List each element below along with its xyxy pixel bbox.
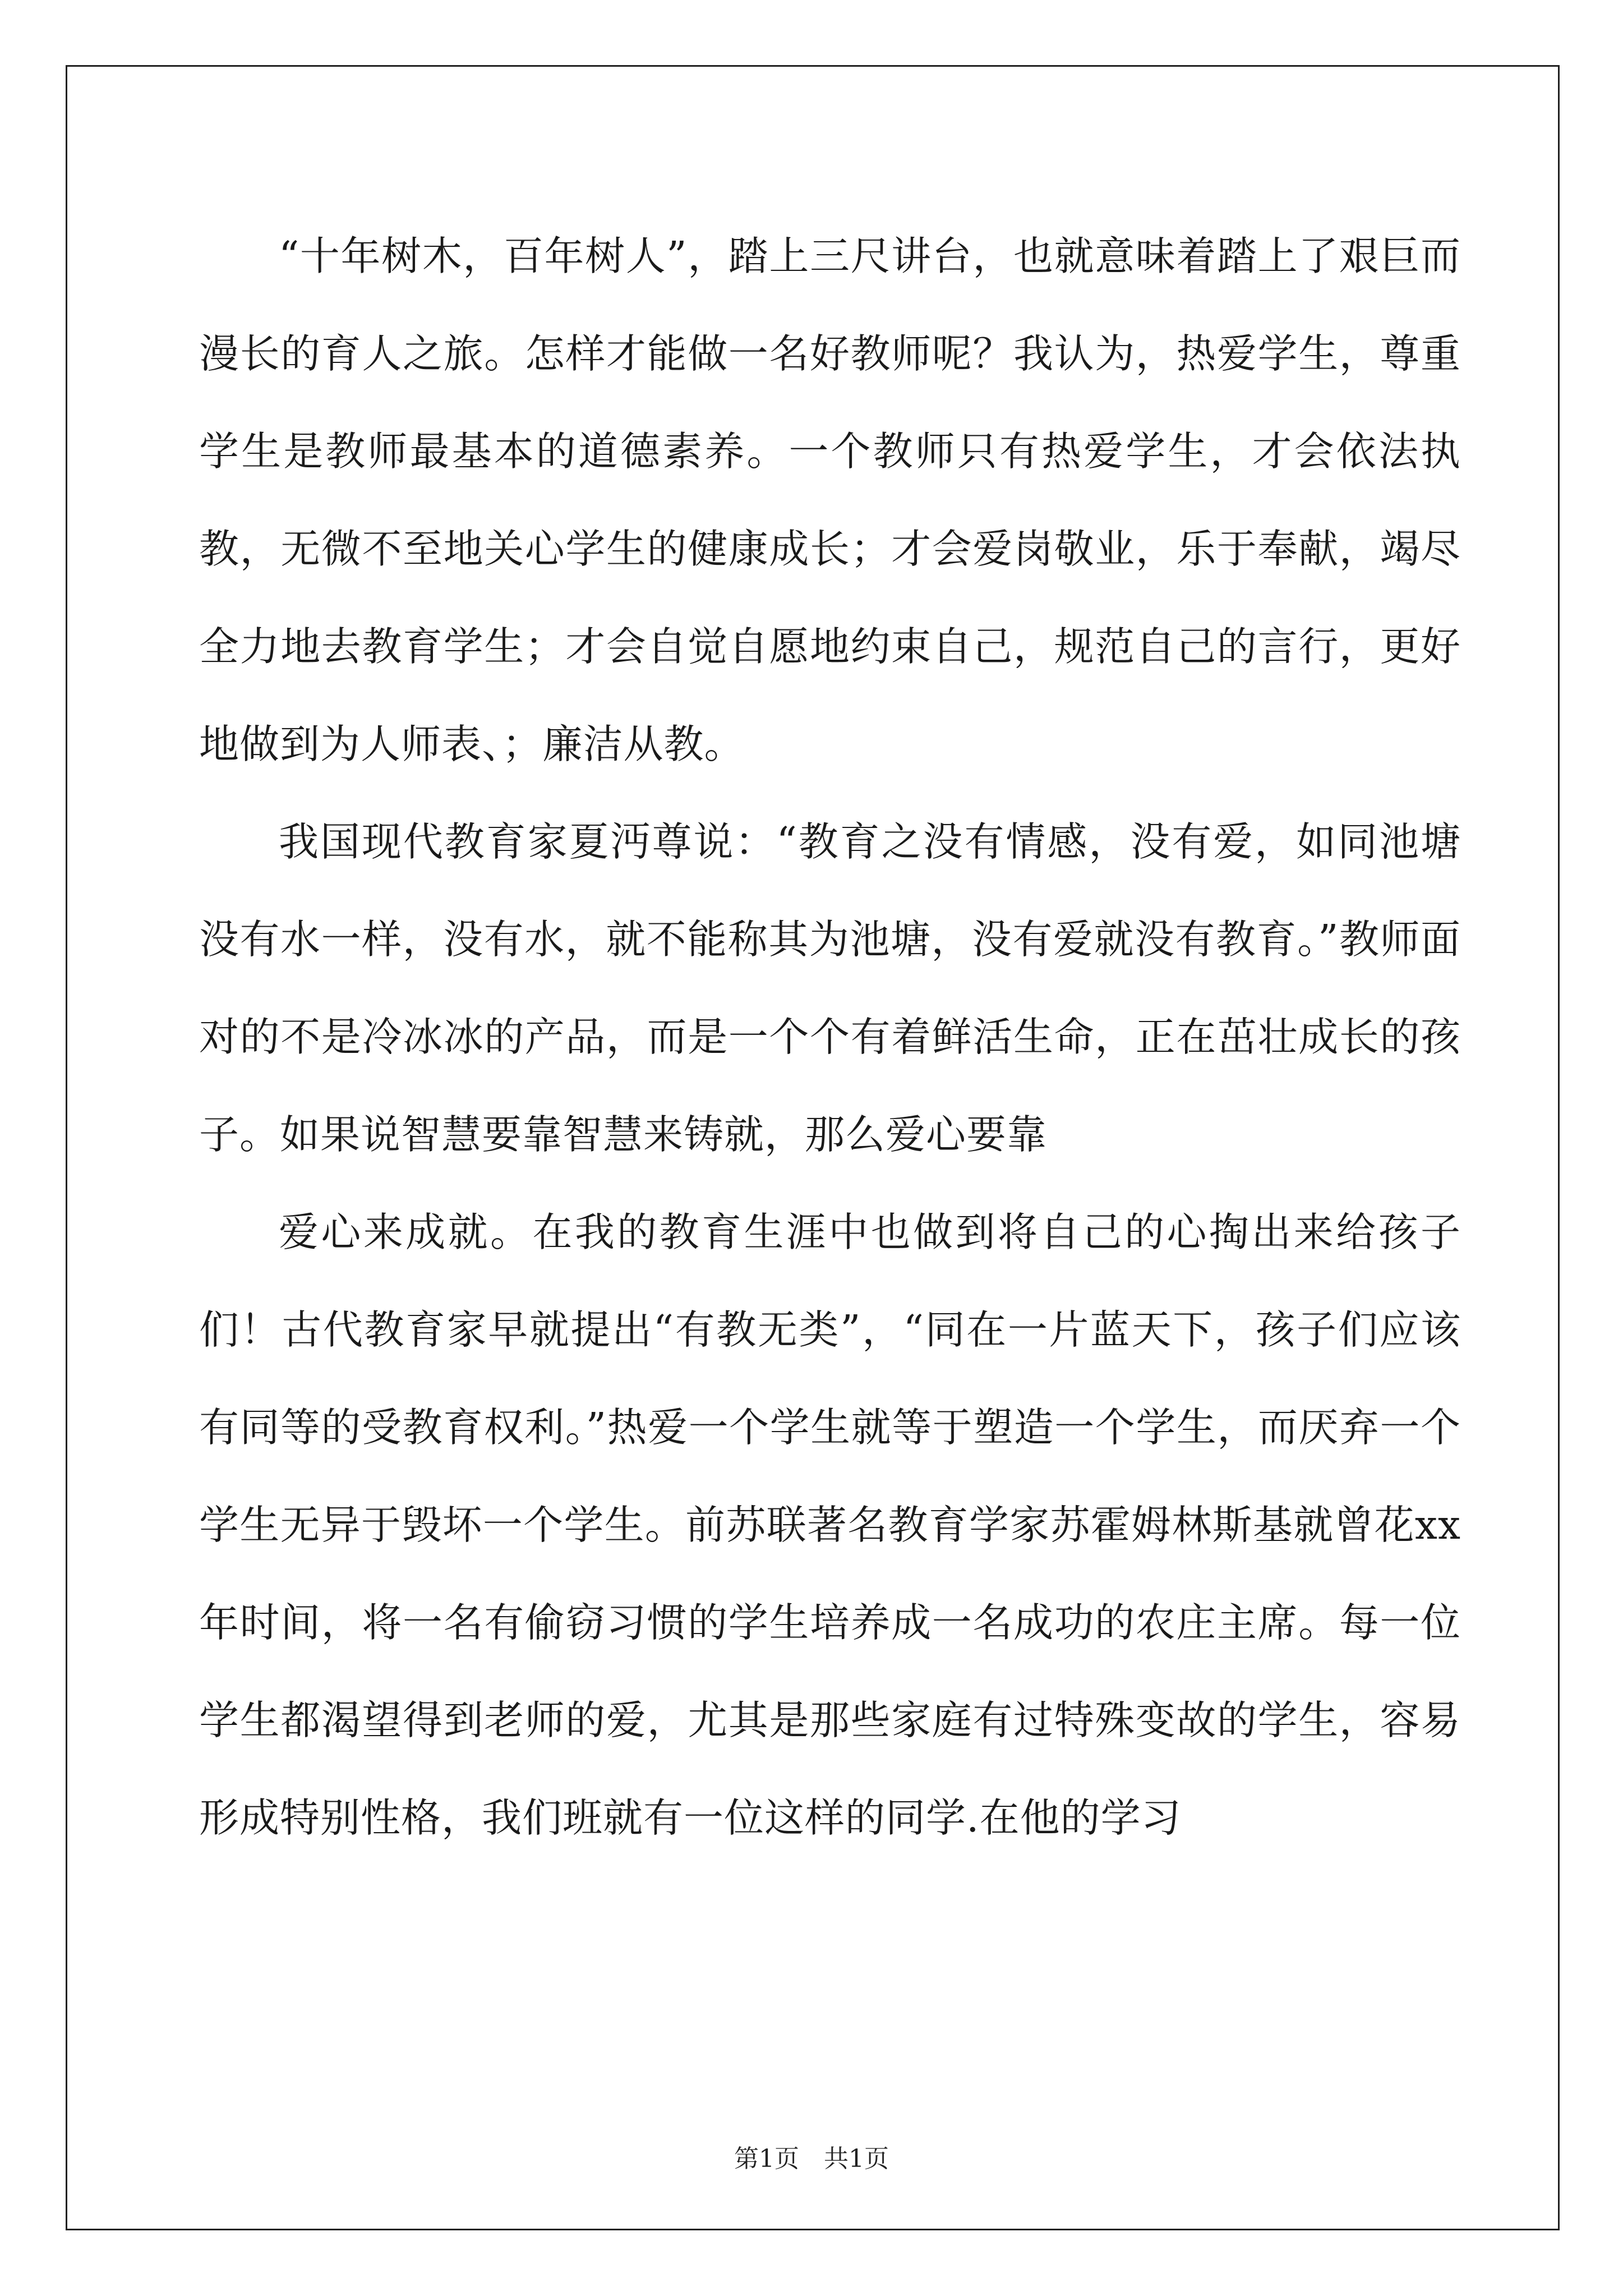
paragraph-3: 爱心来成就。在我的教育生涯中也做到将自己的心掏出来给孩子们！古代教育家早就提出“有教无类”，“同在一片蓝天下，孩子们应该有同等的受教育权利。”热爱一个学生就等于塑造一个学生，而厌弃一个学生无异于毁坏一个学生。前苏联著名教育学家苏霍姆林斯基就曾花xx年时间，将一名有偷窃习惯的学生培养成一名成功的农庄主席。每一位学生都渴望得到老师的爱，尤其是那些家庭有过特殊变故的学生，容易形成特别性格，我们班就有一位这样的同学.在他的学习	[199, 1209, 1461, 1841]
document-body	[199, 208, 1461, 1867]
paragraph-1: “十年树木，百年树人”，踏上三尺讲台，也就意味着踏上了艰巨而漫长的育人之旅。怎样才能做一名好教师呢？我认为，热爱学生，尊重学生是教师最基本的道德素养。一个教师只有热爱学生，才会依法执教，无微不至地关心学生的健康成长；才会爱岗敬业，乐于奉献，竭尽全力地去教育学生；才会自觉自愿地约束自己，规范自己的言行，更好地做到为人师表、；廉洁从教。	[199, 233, 1461, 767]
page-number-footer: 第1页 共1页	[734, 2145, 889, 2173]
paragraph-2: 我国现代教育家夏沔尊说：“教育之没有情感，没有爱，如同池塘没有水一样，没有水，就不能称其为池塘，没有爱就没有教育。”教师面对的不是冷冰冰的产品，而是一个个有着鲜活生命，正在茁壮成长的孩子。如果说智慧要靠智慧来铸就，那么爱心要靠	[199, 818, 1461, 1158]
